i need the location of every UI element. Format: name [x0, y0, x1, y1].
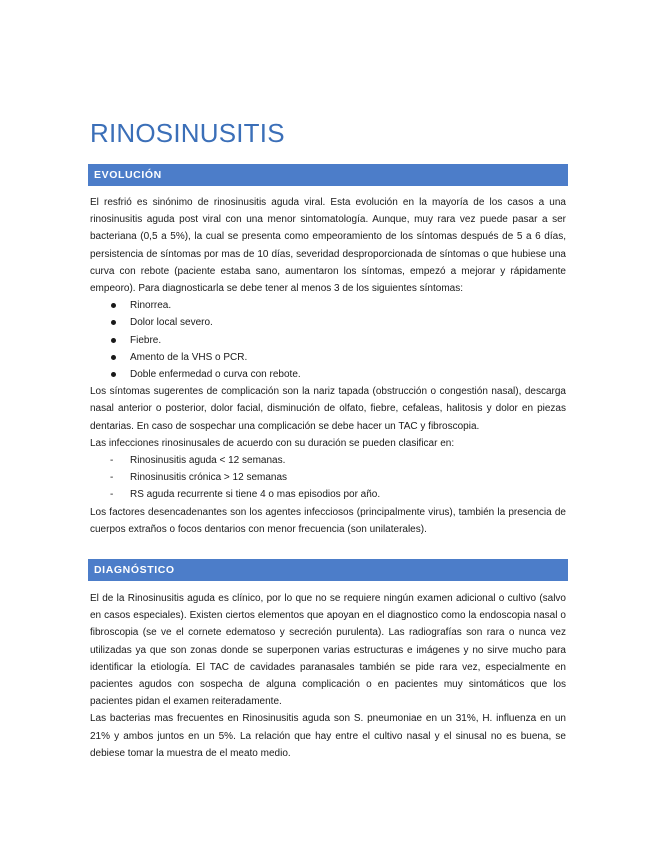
list-item: Fiebre.	[90, 332, 566, 349]
list-item: Rinorrea.	[90, 297, 566, 314]
classification-list	[90, 452, 566, 504]
diagnostico-paragraph-2: Las bacterias mas frecuentes en Rinosinusitis aguda son S. pneumoniae en un 31%, H. influenza en un 21% y ambos juntos en un 5%. La relación que hay entre el cultivo nasal y el sinusal no es buena, se debiese tomar la muestra de el meato medio.	[90, 713, 566, 759]
list-item: Doble enfermedad o curva con rebote.	[90, 366, 566, 383]
list-item: Amento de la VHS o PCR.	[90, 349, 566, 366]
symptom-list	[90, 297, 566, 383]
classification-intro: Las infecciones rinosinusales de acuerdo con su duración se pueden clasificar en:	[90, 437, 455, 449]
evolucion-intro-paragraph: El resfrió es sinónimo de rinosinusitis aguda viral. Esta evolución en la mayoría de los casos a una rinosinusitis aguda post viral con una menor sintomatología. Aunque, muy rara vez puede pasar a ser bacteriana (0,5 a 5%), la cual se presenta como empeoramiento de los síntomas después de 5 a 6 días, persistencia de síntomas por mas de 10 días, severidad desproporcionada de síntomas o que hubiese una curva con rebote (paciente estaba sano, aumentaron los síntomas, empezó a mejorar y rápidamente empeoro). Para diagnosticarla se debe tener al menos 3 de los siguientes síntomas:	[90, 197, 566, 295]
list-item: - Rinosinusitis aguda < 12 semanas.	[90, 452, 566, 469]
page-title: RINOSINUSITIS	[90, 118, 285, 148]
factors-paragraph: Los factores desencadenantes son los agentes infecciosos (principalmente virus), también la presencia de cuerpos extraños o focos dentarios con menor frecuencia (son unilaterales).	[90, 506, 566, 535]
list-item: - Rinosinusitis crónica > 12 semanas	[90, 469, 566, 486]
diagnostico-paragraph-1: El de la Rinosinusitis aguda es clínico, por lo que no se requiere ningún examen adicional o cultivo (salvo en casos especiales). Existen ciertos elementos que apoyan en el diagnostico como la endoscopia nasal o fibroscopia (se ve el cornete edematoso y secreción purulenta). Las radiografías son rara o nunca vez utilizadas ya que son zonas donde se superponen varias estructuras e imágenes y no sirve mucho para identificar la etiología. El TAC de cavidades paranasales también se pide rara vez, especialmente en pacientes agudos con sospecha de alguna complicación o en pacientes muy sintomáticos que los pacientes pidan el examen reiteradamente.	[90, 593, 566, 708]
evolucion-body	[90, 194, 566, 538]
complications-paragraph: Los síntomas sugerentes de complicación son la nariz tapada (obstrucción o congestión nasal), descarga nasal anterior o posterior, dolor facial, disminución de olfato, fiebre, cefaleas, halitosis y dolor en piezas dentarias. En caso de sospechar una complicación se debe hacer un TAC y fibroscopia.	[90, 386, 566, 432]
section-header-diagnostico: DIAGNÓSTICO	[88, 559, 568, 581]
section-header-evolucion: EVOLUCIÓN	[88, 164, 568, 186]
list-item: - RS aguda recurrente si tiene 4 o mas episodios por año.	[90, 486, 566, 503]
list-item: Dolor local severo.	[90, 314, 566, 331]
diagnostico-body	[90, 590, 566, 762]
